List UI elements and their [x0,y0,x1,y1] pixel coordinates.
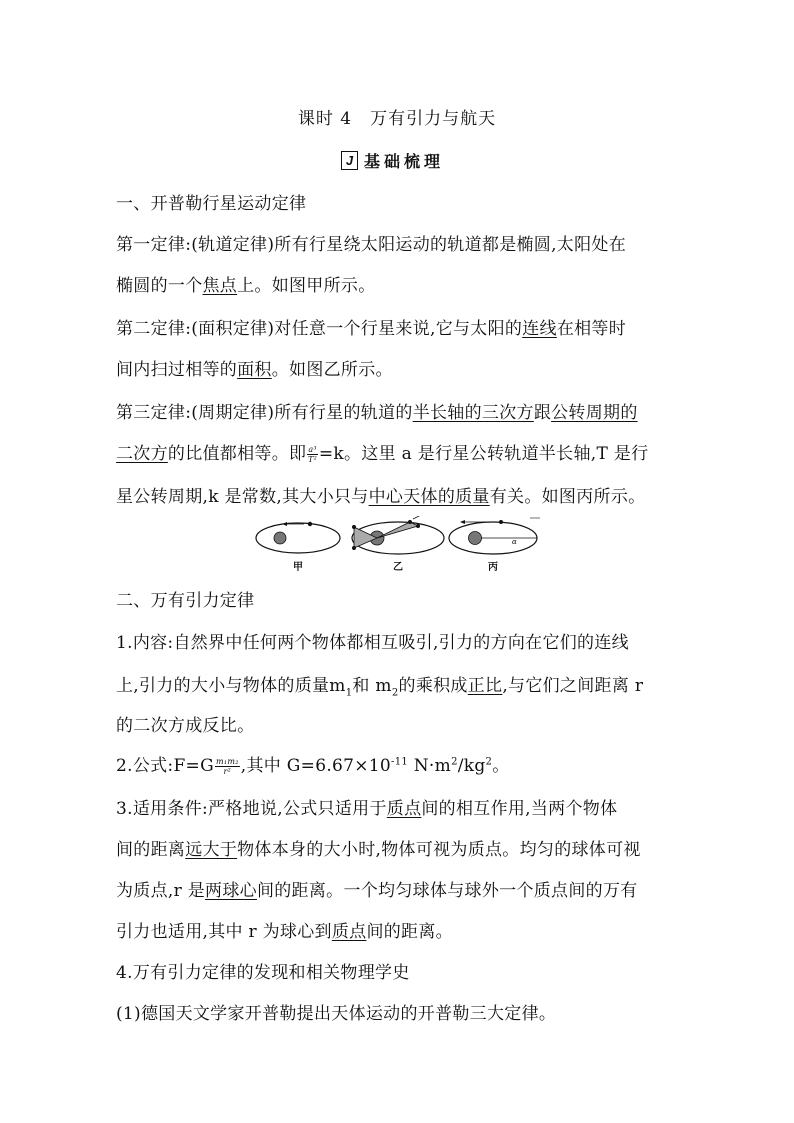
item3-line4 [116,917,696,942]
item4-sub1: (1)德国天文学家开普勒提出天体运动的开普勒三大定律。 [116,1004,557,1024]
underlined-answer: 质点 [386,799,422,819]
figure-label-yi: 乙 [393,562,403,573]
text: N·m [408,756,452,776]
text: 间的距离。一个均匀球体与球外一个质点间的万有 [256,881,638,901]
exponent: 2 [451,756,458,768]
figure-label-bing: 丙 [488,562,498,573]
text: 物体本身的大小时,物体可视为质点。均匀的球体可视 [237,840,641,860]
underlined-answer: 远大于 [185,840,238,860]
text: 在相等时 [556,319,627,339]
item3-line2 [116,835,696,860]
underlined-answer: 连线 [522,319,557,339]
item4-heading: 4.万有引力定律的发现和相关物理学史 [116,963,410,983]
section-badge [341,149,444,172]
underlined-answer: 二次方 [116,444,168,464]
figure-bing-orbit [449,518,540,554]
text: 椭圆的一个 [116,276,203,296]
item1-line3: 的二次方成反比。 [116,716,255,736]
text: 的比值都相等。即 [167,444,307,464]
item2-formula [116,751,696,776]
underlined-answer: 两球心 [205,881,257,901]
text: ,与它们之间距离 r [502,676,644,696]
fraction-numerator: a³ [308,445,317,454]
gravity-fraction [215,757,240,776]
section1-heading: 一、开普勒行星运动定律 [116,194,307,214]
item1-line1: 1.内容:自然界中任何两个物体都相互吸引,引力的方向在它们的连线 [116,633,629,653]
angle-label: α [512,538,517,546]
fraction-denominator: T² [308,455,318,464]
law2-line2 [116,355,696,380]
text: 引力也适用,其中 r 为球心到 [116,922,332,942]
underlined-answer: 正比 [467,676,503,696]
law3-line1 [116,398,696,423]
text: ,其中 G=6.67×10 [240,756,392,776]
text: 3.适用条件:严格地说,公式只适用于 [116,799,387,819]
law3-line3 [116,482,696,507]
figure-label-jia: 甲 [293,562,303,573]
exponent: -11 [391,756,409,768]
text: 间的距离。 [366,922,453,942]
fraction-denominator: r² [223,767,232,776]
law1-line1: 第一定律:(轨道定律)所有行星绕太阳运动的轨道都是椭圆,太阳处在 [116,235,626,255]
text: 为质点,r 是 [116,881,206,901]
kepler-fraction [307,445,318,464]
law3-line2 [116,439,696,464]
underlined-answer: 中心天体的质量 [368,487,490,507]
fraction-numerator: m₁m₂ [215,757,239,766]
text: 和 m [352,676,392,696]
text: 间的相互作用,当两个物体 [421,799,618,819]
text: 上,引力的大小与物体的质量m [116,676,346,696]
item3-line3 [116,876,696,901]
underlined-answer: 半长轴的三次方 [412,403,534,423]
text: =k。这里 a 是行星公转轨道半长轴,T 是行 [318,444,649,464]
page-title: 课时 4 万有引力与航天 [297,109,497,129]
text: 跟 [533,403,552,423]
exponent: 2 [485,756,493,768]
text: 间的距离 [116,840,186,860]
text: 2.公式:F=G [116,756,214,776]
j-badge-icon: J [341,151,358,170]
text: 第二定律:(面积定律)对任意一个行星来说,它与太阳的 [116,319,523,339]
text: 间内扫过相等的 [116,360,238,380]
section2-heading: 二、万有引力定律 [116,591,255,611]
underlined-answer: 质点 [331,922,367,942]
badge-label: 基础梳理 [364,152,445,171]
item3-line1 [116,794,696,819]
underlined-answer: 面积 [237,360,272,380]
text: 的乘积成 [398,676,468,696]
underlined-answer: 焦点 [202,276,238,296]
figure-yi-orbit [352,516,444,554]
figure-jia-orbit [256,522,340,553]
text: 有关。如图丙所示。 [489,487,646,507]
text: /kg [457,756,486,776]
text: 。 [492,756,510,776]
underlined-answer: 公转周期的 [551,403,638,423]
text: 星公转周期,k 是常数,其大小只与 [116,487,369,507]
text: 上。如图甲所示。 [237,276,376,296]
text: 。如图乙所示。 [271,360,393,380]
law1-line2 [116,271,696,296]
subscript: 1 [345,687,353,699]
item1-line2 [116,671,696,698]
subscript: 2 [391,687,399,699]
text: 第三定律:(周期定律)所有行星的轨道的 [116,403,413,423]
law2-line1 [116,314,696,339]
